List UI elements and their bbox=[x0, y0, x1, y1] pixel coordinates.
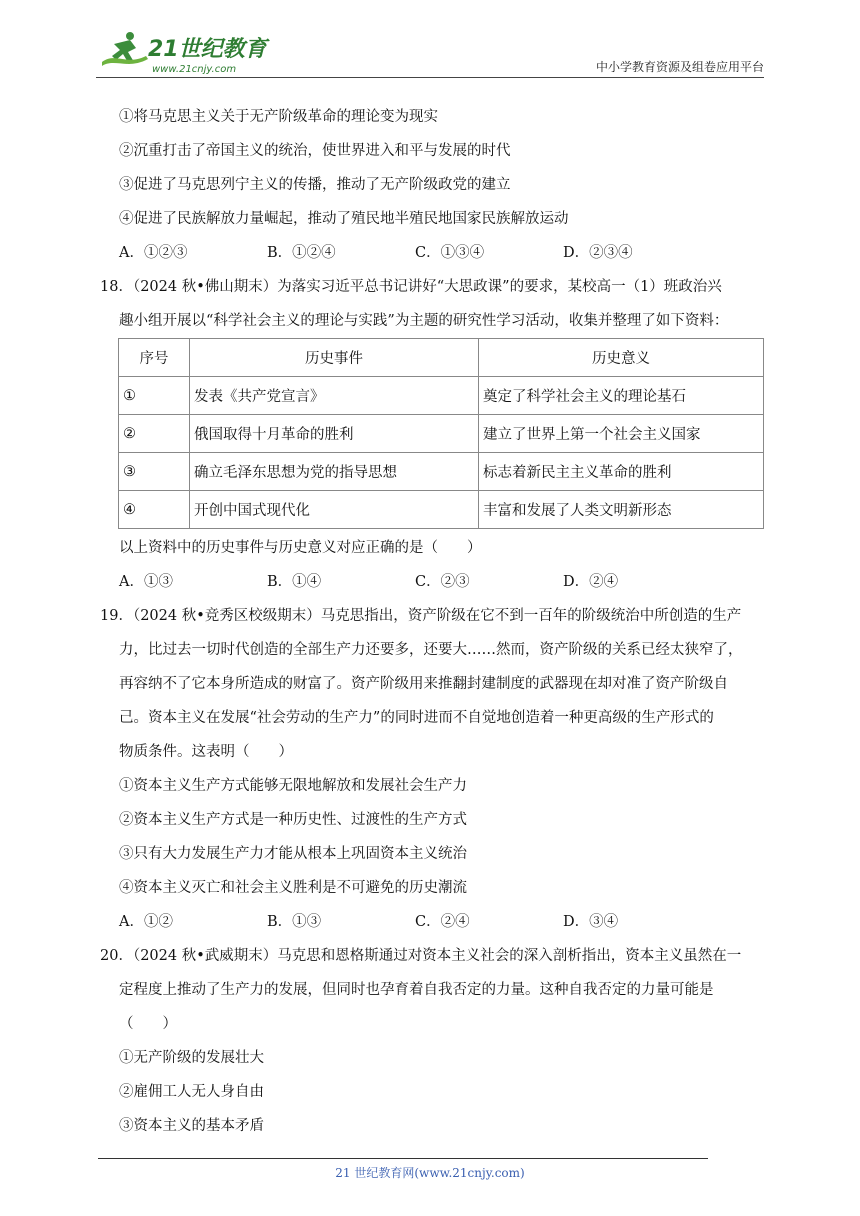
q17-option-b[interactable]: B．①②④ bbox=[267, 245, 336, 261]
q20-stem-line: 定程度上推动了生产力的发展，但同时也孕育着自我否定的力量。这种自我否定的力量可能是 bbox=[119, 982, 714, 998]
q19-option-d[interactable]: D．③④ bbox=[563, 914, 619, 930]
q20-items bbox=[100, 1041, 764, 1143]
table-cell: ① bbox=[119, 377, 190, 415]
q18-option-b[interactable]: B．①④ bbox=[267, 574, 322, 590]
q19-item-2: ②资本主义生产方式是一种历史性、过渡性的生产方式 bbox=[119, 812, 467, 828]
table-header-cell: 序号 bbox=[119, 339, 190, 377]
q19-stem-line: 物质条件。这表明（ ） bbox=[119, 744, 293, 760]
footer-link[interactable]: 21 世纪教育网(www.21cnjy.com) bbox=[335, 1166, 525, 1180]
q17-item-4: ④促进了民族解放力量崛起，推动了殖民地半殖民地国家民族解放运动 bbox=[119, 211, 569, 227]
q19-item-3: ③只有大力发展生产力才能从根本上巩固资本主义统治 bbox=[119, 846, 467, 862]
table-header-cell: 历史事件 bbox=[190, 339, 479, 377]
q17-item-3: ③促进了马克思列宁主义的传播，推动了无产阶级政党的建立 bbox=[119, 177, 511, 193]
q18-table bbox=[118, 338, 764, 529]
q20-item-1: ①无产阶级的发展壮大 bbox=[119, 1050, 264, 1066]
table-row bbox=[119, 453, 764, 491]
platform-name: 中小学教育资源及组卷应用平台 bbox=[595, 60, 764, 74]
q20-item-2: ②雇佣工人无人身自由 bbox=[119, 1084, 264, 1100]
table-row bbox=[119, 377, 764, 415]
q20-stem-line: （ ） bbox=[119, 1016, 177, 1032]
table-cell: 发表《共产党宣言》 bbox=[190, 377, 479, 415]
q19-options bbox=[100, 905, 764, 939]
q20-stem-line: 20．（2024 秋•武威期末）马克思和恩格斯通过对资本主义社会的深入剖析指出，资本主义虽然在一 bbox=[100, 948, 742, 964]
table-cell: 丰富和发展了人类文明新形态 bbox=[479, 491, 764, 529]
q17-item-1: ①将马克思主义关于无产阶级革命的理论变为现实 bbox=[119, 109, 438, 125]
question-content bbox=[100, 100, 764, 1143]
page-header bbox=[96, 26, 764, 78]
q17-option-a[interactable]: A．①②③ bbox=[119, 245, 188, 261]
table-cell: 开创中国式现代化 bbox=[190, 491, 479, 529]
q18-option-c[interactable]: C．②③ bbox=[415, 574, 470, 590]
table-cell: ② bbox=[119, 415, 190, 453]
q17-option-d[interactable]: D．②③④ bbox=[563, 245, 633, 261]
table-row bbox=[119, 415, 764, 453]
runner-icon bbox=[102, 32, 148, 66]
q17-items bbox=[100, 100, 764, 236]
q20-item-3: ③资本主义的基本矛盾 bbox=[119, 1118, 264, 1134]
table-cell: ④ bbox=[119, 491, 190, 529]
q19-option-a[interactable]: A．①② bbox=[119, 914, 173, 930]
table-cell: 标志着新民主主义革命的胜利 bbox=[479, 453, 764, 491]
q18-option-a[interactable]: A．①③ bbox=[119, 574, 173, 590]
q20-stem bbox=[100, 939, 764, 1041]
header-divider bbox=[96, 77, 764, 78]
table-header-row bbox=[119, 339, 764, 377]
footer-divider bbox=[98, 1158, 708, 1159]
q19-option-c[interactable]: C．②④ bbox=[415, 914, 470, 930]
q17-item-2: ②沉重打击了帝国主义的统治，使世界进入和平与发展的时代 bbox=[119, 143, 511, 159]
q19-option-b[interactable]: B．①③ bbox=[267, 914, 322, 930]
q19-stem-line: 力，比过去一切时代创造的全部生产力还要多，还要大……然而，资产阶级的关系已经太狭窄了， bbox=[119, 642, 743, 658]
q19-stem bbox=[100, 599, 764, 769]
q19-item-4: ④资本主义灭亡和社会主义胜利是不可避免的历史潮流 bbox=[119, 880, 467, 896]
q19-items bbox=[100, 769, 764, 905]
q19-stem-line: 己。资本主义在发展“社会劳动的生产力”的同时进而不自觉地创造着一种更高级的生产形式的 bbox=[119, 710, 714, 726]
q19-stem-line: 再容纳不了它本身所造成的财富了。资产阶级用来推翻封建制度的武器现在却对准了资产阶级自 bbox=[119, 676, 728, 692]
q18-stem-line-2: 趣小组开展以“科学社会主义的理论与实践”为主题的研究性学习活动，收集并整理了如下资料： bbox=[119, 313, 729, 329]
q19-stem-line: 19．（2024 秋•竞秀区校级期末）马克思指出，资产阶级在它不到一百年的阶级统治中所创造的生产 bbox=[100, 608, 742, 624]
site-logo bbox=[96, 26, 296, 78]
q18-options bbox=[100, 565, 764, 599]
q17-options bbox=[100, 236, 764, 270]
table-cell: ③ bbox=[119, 453, 190, 491]
q18-option-d[interactable]: D．②④ bbox=[563, 574, 619, 590]
table-cell: 奠定了科学社会主义的理论基石 bbox=[479, 377, 764, 415]
table-cell: 建立了世界上第一个社会主义国家 bbox=[479, 415, 764, 453]
table-cell: 确立毛泽东思想为党的指导思想 bbox=[190, 453, 479, 491]
logo-title: 21世纪教育 bbox=[148, 37, 267, 62]
q18-question: 以上资料中的历史事件与历史意义对应正确的是（ ） bbox=[119, 540, 482, 556]
q19-item-1: ①资本主义生产方式能够无限地解放和发展社会生产力 bbox=[119, 778, 467, 794]
logo-url: www.21cnjy.com bbox=[152, 64, 237, 75]
q18-stem-line-1: 18．（2024 秋•佛山期末）为落实习近平总书记讲好“大思政课”的要求，某校高一（1）班政治兴 bbox=[100, 279, 722, 295]
table-cell: 俄国取得十月革命的胜利 bbox=[190, 415, 479, 453]
q17-option-c[interactable]: C．①③④ bbox=[415, 245, 485, 261]
table-row bbox=[119, 491, 764, 529]
table-header-cell: 历史意义 bbox=[479, 339, 764, 377]
